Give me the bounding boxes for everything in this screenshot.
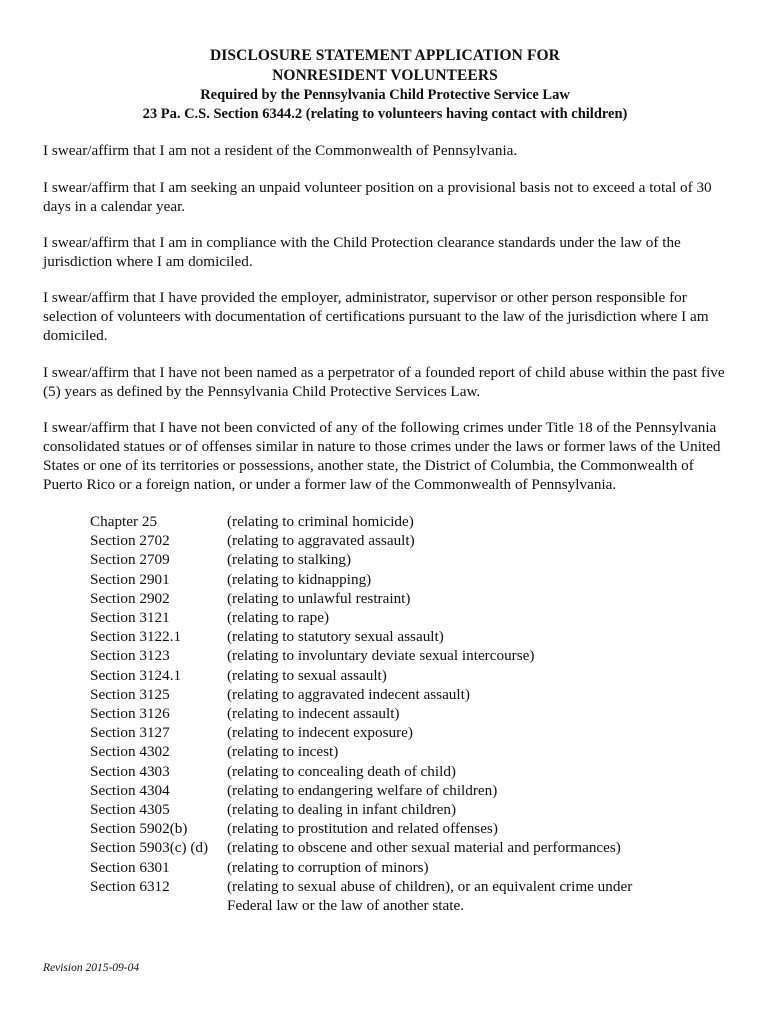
crime-desc: (relating to criminal homicide) — [227, 513, 414, 530]
title-line-2: NONRESIDENT VOLUNTEERS — [272, 67, 498, 84]
crime-row — [90, 531, 690, 550]
crime-code: Section 3125 — [90, 685, 170, 703]
crime-row — [90, 800, 690, 819]
crime-desc: (relating to statutory sexual assault) — [227, 628, 444, 646]
crime-desc: (relating to incest) — [227, 743, 339, 761]
crime-row — [90, 877, 690, 896]
crime-row — [90, 646, 690, 665]
crime-row — [90, 570, 690, 589]
crime-row — [90, 723, 690, 742]
statement-1 — [43, 141, 733, 160]
crime-desc: (relating to aggravated indecent assault) — [227, 685, 470, 703]
crime-desc: (relating to endangering welfare of children) — [227, 781, 498, 799]
crime-desc: (relating to indecent assault) — [227, 705, 400, 723]
crime-desc: (relating to indecent exposure) — [227, 724, 413, 742]
crime-desc: (relating to kidnapping) — [227, 570, 372, 588]
statement-text: I swear/affirm that I am not a resident of the Commonwealth of Pennsylvania. — [43, 142, 518, 159]
crime-desc: (relating to concealing death of child) — [227, 762, 456, 780]
crime-desc: (relating to stalking) — [227, 551, 351, 569]
document-header — [0, 46, 770, 124]
statement-text: I swear/affirm that I have not been named as a perpetrator of a founded report of child abuse within the past five (5) years as defined by the Pennsylvania Child Protective Services Law. — [43, 364, 725, 400]
crime-code: Section 3123 — [90, 647, 170, 665]
crime-row — [90, 666, 690, 685]
crime-desc: (relating to sexual assault) — [227, 666, 387, 684]
crime-row — [90, 762, 690, 781]
crime-desc: (relating to aggravated assault) — [227, 532, 415, 550]
crime-code: Chapter 25 — [90, 513, 158, 530]
revision-footer: Revision 2015-09-04 — [43, 962, 140, 974]
crime-code: Section 5902(b) — [90, 820, 188, 838]
statement-5 — [43, 363, 733, 401]
crime-desc: (relating to prostitution and related offenses) — [227, 820, 498, 838]
statement-text: I swear/affirm that I have not been convicted of any of the following crimes under Title 18 of the Pennsylvania consolidated statues or of offenses similar in nature to those crimes under the laws or former laws of the United States or one of its territories or possessions, another state, the District of Columbia, the Commonwealth of Puerto Rico or a foreign nation, or under a former law of the Commonwealth of Pennsylvania. — [43, 419, 721, 493]
crime-row — [90, 704, 690, 723]
crime-desc: (relating to corruption of minors) — [227, 858, 429, 876]
crime-row — [90, 858, 690, 877]
crime-row — [90, 627, 690, 646]
crime-row — [90, 550, 690, 569]
crime-row — [90, 781, 690, 800]
crime-code: Section 3121 — [90, 609, 170, 627]
crime-row — [90, 742, 690, 761]
subtitle-line-2: 23 Pa. C.S. Section 6344.2 (relating to volunteers having contact with children) — [142, 106, 628, 122]
crime-desc: (relating to sexual abuse of children), or an equivalent crime under — [227, 877, 633, 895]
crime-desc: (relating to rape) — [227, 609, 330, 627]
crime-code: Section 4303 — [90, 762, 170, 780]
crime-row — [90, 512, 690, 531]
subtitle-line-1: Required by the Pennsylvania Child Protective Service Law — [200, 87, 570, 103]
crime-code: Section 2902 — [90, 589, 170, 607]
crime-desc: (relating to unlawful restraint) — [227, 589, 411, 607]
crime-code: Section 3124.1 — [90, 666, 182, 684]
statement-text: I swear/affirm that I have provided the employer, administrator, supervisor or other person responsible for selection of volunteers with documentation of certifications pursuant to the law of the jurisdiction where I am domiciled. — [43, 289, 709, 344]
crime-code: Section 2702 — [90, 532, 170, 550]
crime-row — [90, 608, 690, 627]
crime-row — [90, 819, 690, 838]
crime-code: Section 3127 — [90, 724, 170, 742]
crime-row — [90, 589, 690, 608]
statement-3 — [43, 233, 733, 271]
statement-text: I swear/affirm that I am seeking an unpaid volunteer position on a provisional basis not to exceed a total of 30 days in a calendar year. — [43, 179, 712, 215]
crime-row — [90, 896, 690, 915]
crime-desc: Federal law or the law of another state. — [227, 897, 465, 915]
crime-row — [90, 685, 690, 704]
crime-desc: (relating to dealing in infant children) — [227, 801, 456, 819]
crime-code — [90, 896, 227, 915]
crime-code: Section 3126 — [90, 705, 170, 723]
crimes-list — [90, 512, 690, 915]
statement-text: I swear/affirm that I am in compliance with the Child Protection clearance standards under the law of the jurisdiction where I am domiciled. — [43, 234, 681, 270]
crime-code: Section 6301 — [90, 858, 170, 876]
crime-code: Section 5903(c) (d) — [90, 839, 209, 857]
title-line-1: DISCLOSURE STATEMENT APPLICATION FOR — [210, 47, 560, 64]
crime-desc: (relating to involuntary deviate sexual intercourse) — [227, 647, 535, 665]
crime-code: Section 2901 — [90, 570, 170, 588]
crime-code: Section 3122.1 — [90, 628, 182, 646]
statement-2 — [43, 178, 733, 216]
crime-code: Section 4305 — [90, 801, 170, 819]
crime-desc: (relating to obscene and other sexual material and performances) — [227, 839, 621, 857]
crime-code: Section 4302 — [90, 743, 170, 761]
crime-code: Section 6312 — [90, 877, 170, 895]
statement-4 — [43, 288, 733, 345]
crime-row — [90, 838, 690, 857]
crime-code: Section 2709 — [90, 551, 170, 569]
crime-code: Section 4304 — [90, 781, 170, 799]
statement-6 — [43, 418, 733, 494]
